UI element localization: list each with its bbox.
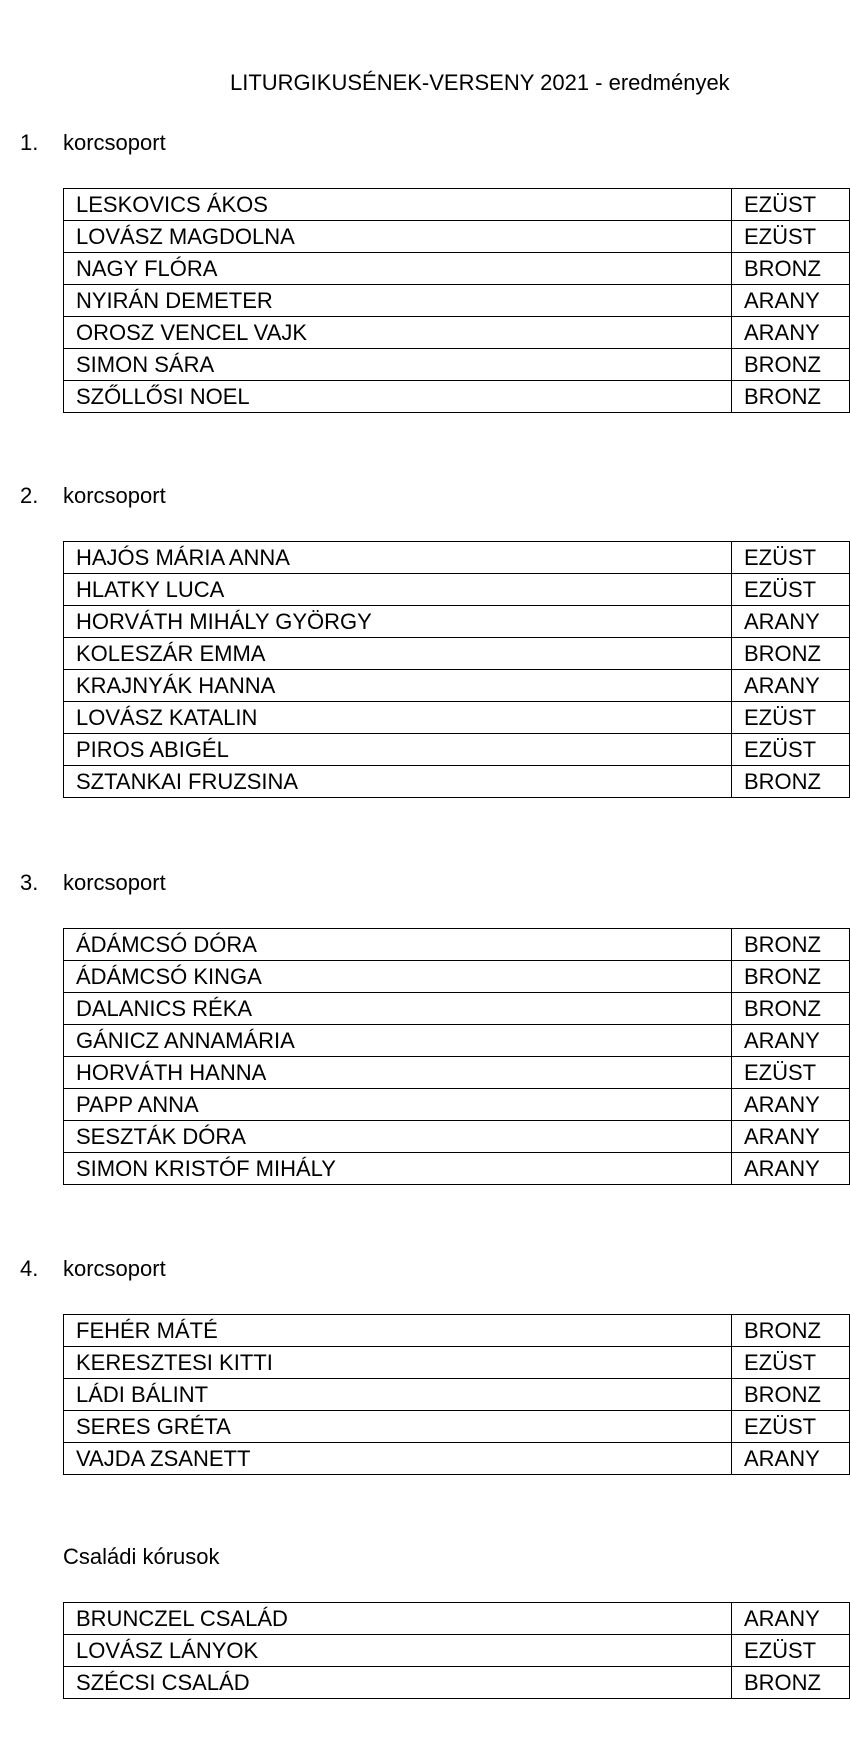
participant-name: NYIRÁN DEMETER [64, 285, 732, 317]
award: ARANY [732, 1025, 850, 1057]
table-row [64, 929, 850, 961]
table-row [64, 1057, 850, 1089]
participant-name: KRAJNYÁK HANNA [64, 670, 732, 702]
award: EZÜST [732, 542, 850, 574]
results-table [63, 541, 850, 798]
table-row [64, 1025, 850, 1057]
participant-name: ÁDÁMCSÓ KINGA [64, 961, 732, 993]
table-row [64, 1347, 850, 1379]
participant-name: SESZTÁK DÓRA [64, 1121, 732, 1153]
group-heading [20, 128, 166, 158]
participant-name: HAJÓS MÁRIA ANNA [64, 542, 732, 574]
table-row [64, 670, 850, 702]
results-table [63, 928, 850, 1185]
award: ARANY [732, 1153, 850, 1185]
table-row [64, 1635, 850, 1667]
participant-name: SERES GRÉTA [64, 1411, 732, 1443]
award: BRONZ [732, 381, 850, 413]
results-table [63, 188, 850, 413]
table-row [64, 221, 850, 253]
table-row [64, 702, 850, 734]
table-row [64, 317, 850, 349]
table-row [64, 542, 850, 574]
group-number: 2. [20, 483, 39, 508]
award: EZÜST [732, 734, 850, 766]
group-number: 4. [20, 1256, 39, 1281]
group-label: korcsoport [63, 483, 166, 508]
award: ARANY [732, 670, 850, 702]
award: BRONZ [732, 1315, 850, 1347]
group-number: 1. [20, 130, 39, 155]
table-row [64, 638, 850, 670]
participant-name: SZTANKAI FRUZSINA [64, 766, 732, 798]
table-row [64, 1443, 850, 1475]
table-row [64, 1315, 850, 1347]
participant-name: HLATKY LUCA [64, 574, 732, 606]
group-label: korcsoport [63, 1256, 166, 1281]
award: BRONZ [732, 993, 850, 1025]
table-row [64, 766, 850, 798]
table-row [64, 1089, 850, 1121]
participant-name: VAJDA ZSANETT [64, 1443, 732, 1475]
group-label: Családi kórusok [63, 1544, 220, 1569]
group-label: korcsoport [63, 130, 166, 155]
group-label: korcsoport [63, 870, 166, 895]
participant-name: GÁNICZ ANNAMÁRIA [64, 1025, 732, 1057]
table-row [64, 381, 850, 413]
award: EZÜST [732, 1057, 850, 1089]
participant-name: BRUNCZEL CSALÁD [64, 1603, 732, 1635]
award: ARANY [732, 1603, 850, 1635]
results-table [63, 1602, 850, 1699]
award: ARANY [732, 1121, 850, 1153]
participant-name: OROSZ VENCEL VAJK [64, 317, 732, 349]
participant-name: ÁDÁMCSÓ DÓRA [64, 929, 732, 961]
participant-name: SIMON SÁRA [64, 349, 732, 381]
page-title: LITURGIKUSÉNEK-VERSENY 2021 - eredmények [230, 70, 730, 95]
group-heading [20, 481, 166, 511]
participant-name: PIROS ABIGÉL [64, 734, 732, 766]
table-row [64, 253, 850, 285]
award: BRONZ [732, 961, 850, 993]
table-row [64, 734, 850, 766]
award: BRONZ [732, 349, 850, 381]
participant-name: KERESZTESI KITTI [64, 1347, 732, 1379]
table-row [64, 574, 850, 606]
group-heading [63, 1542, 220, 1572]
participant-name: SZŐLLŐSI NOEL [64, 381, 732, 413]
participant-name: NAGY FLÓRA [64, 253, 732, 285]
table-row [64, 606, 850, 638]
participant-name: LOVÁSZ LÁNYOK [64, 1635, 732, 1667]
award: ARANY [732, 285, 850, 317]
award: BRONZ [732, 929, 850, 961]
participant-name: PAPP ANNA [64, 1089, 732, 1121]
table-row [64, 189, 850, 221]
award: BRONZ [732, 638, 850, 670]
award: EZÜST [732, 221, 850, 253]
participant-name: LOVÁSZ MAGDOLNA [64, 221, 732, 253]
award: ARANY [732, 317, 850, 349]
participant-name: SZÉCSI CSALÁD [64, 1667, 732, 1699]
award: EZÜST [732, 702, 850, 734]
participant-name: LESKOVICS ÁKOS [64, 189, 732, 221]
participant-name: HORVÁTH HANNA [64, 1057, 732, 1089]
award: EZÜST [732, 1411, 850, 1443]
table-row [64, 349, 850, 381]
award: ARANY [732, 1089, 850, 1121]
table-row [64, 1121, 850, 1153]
award: BRONZ [732, 253, 850, 285]
table-row [64, 1411, 850, 1443]
table-row [64, 1603, 850, 1635]
participant-name: LOVÁSZ KATALIN [64, 702, 732, 734]
award: ARANY [732, 606, 850, 638]
table-row [64, 993, 850, 1025]
participant-name: HORVÁTH MIHÁLY GYÖRGY [64, 606, 732, 638]
award: EZÜST [732, 1347, 850, 1379]
award: EZÜST [732, 189, 850, 221]
award: ARANY [732, 1443, 850, 1475]
group-number: 3. [20, 870, 39, 895]
table-row [64, 285, 850, 317]
table-row [64, 1667, 850, 1699]
award: BRONZ [732, 1667, 850, 1699]
participant-name: LÁDI BÁLINT [64, 1379, 732, 1411]
results-table [63, 1314, 850, 1475]
participant-name: KOLESZÁR EMMA [64, 638, 732, 670]
group-heading [20, 868, 166, 898]
participant-name: DALANICS RÉKA [64, 993, 732, 1025]
award: BRONZ [732, 1379, 850, 1411]
table-row [64, 961, 850, 993]
award: BRONZ [732, 766, 850, 798]
participant-name: FEHÉR MÁTÉ [64, 1315, 732, 1347]
table-row [64, 1379, 850, 1411]
group-heading [20, 1254, 166, 1284]
table-row [64, 1153, 850, 1185]
award: EZÜST [732, 1635, 850, 1667]
award: EZÜST [732, 574, 850, 606]
participant-name: SIMON KRISTÓF MIHÁLY [64, 1153, 732, 1185]
